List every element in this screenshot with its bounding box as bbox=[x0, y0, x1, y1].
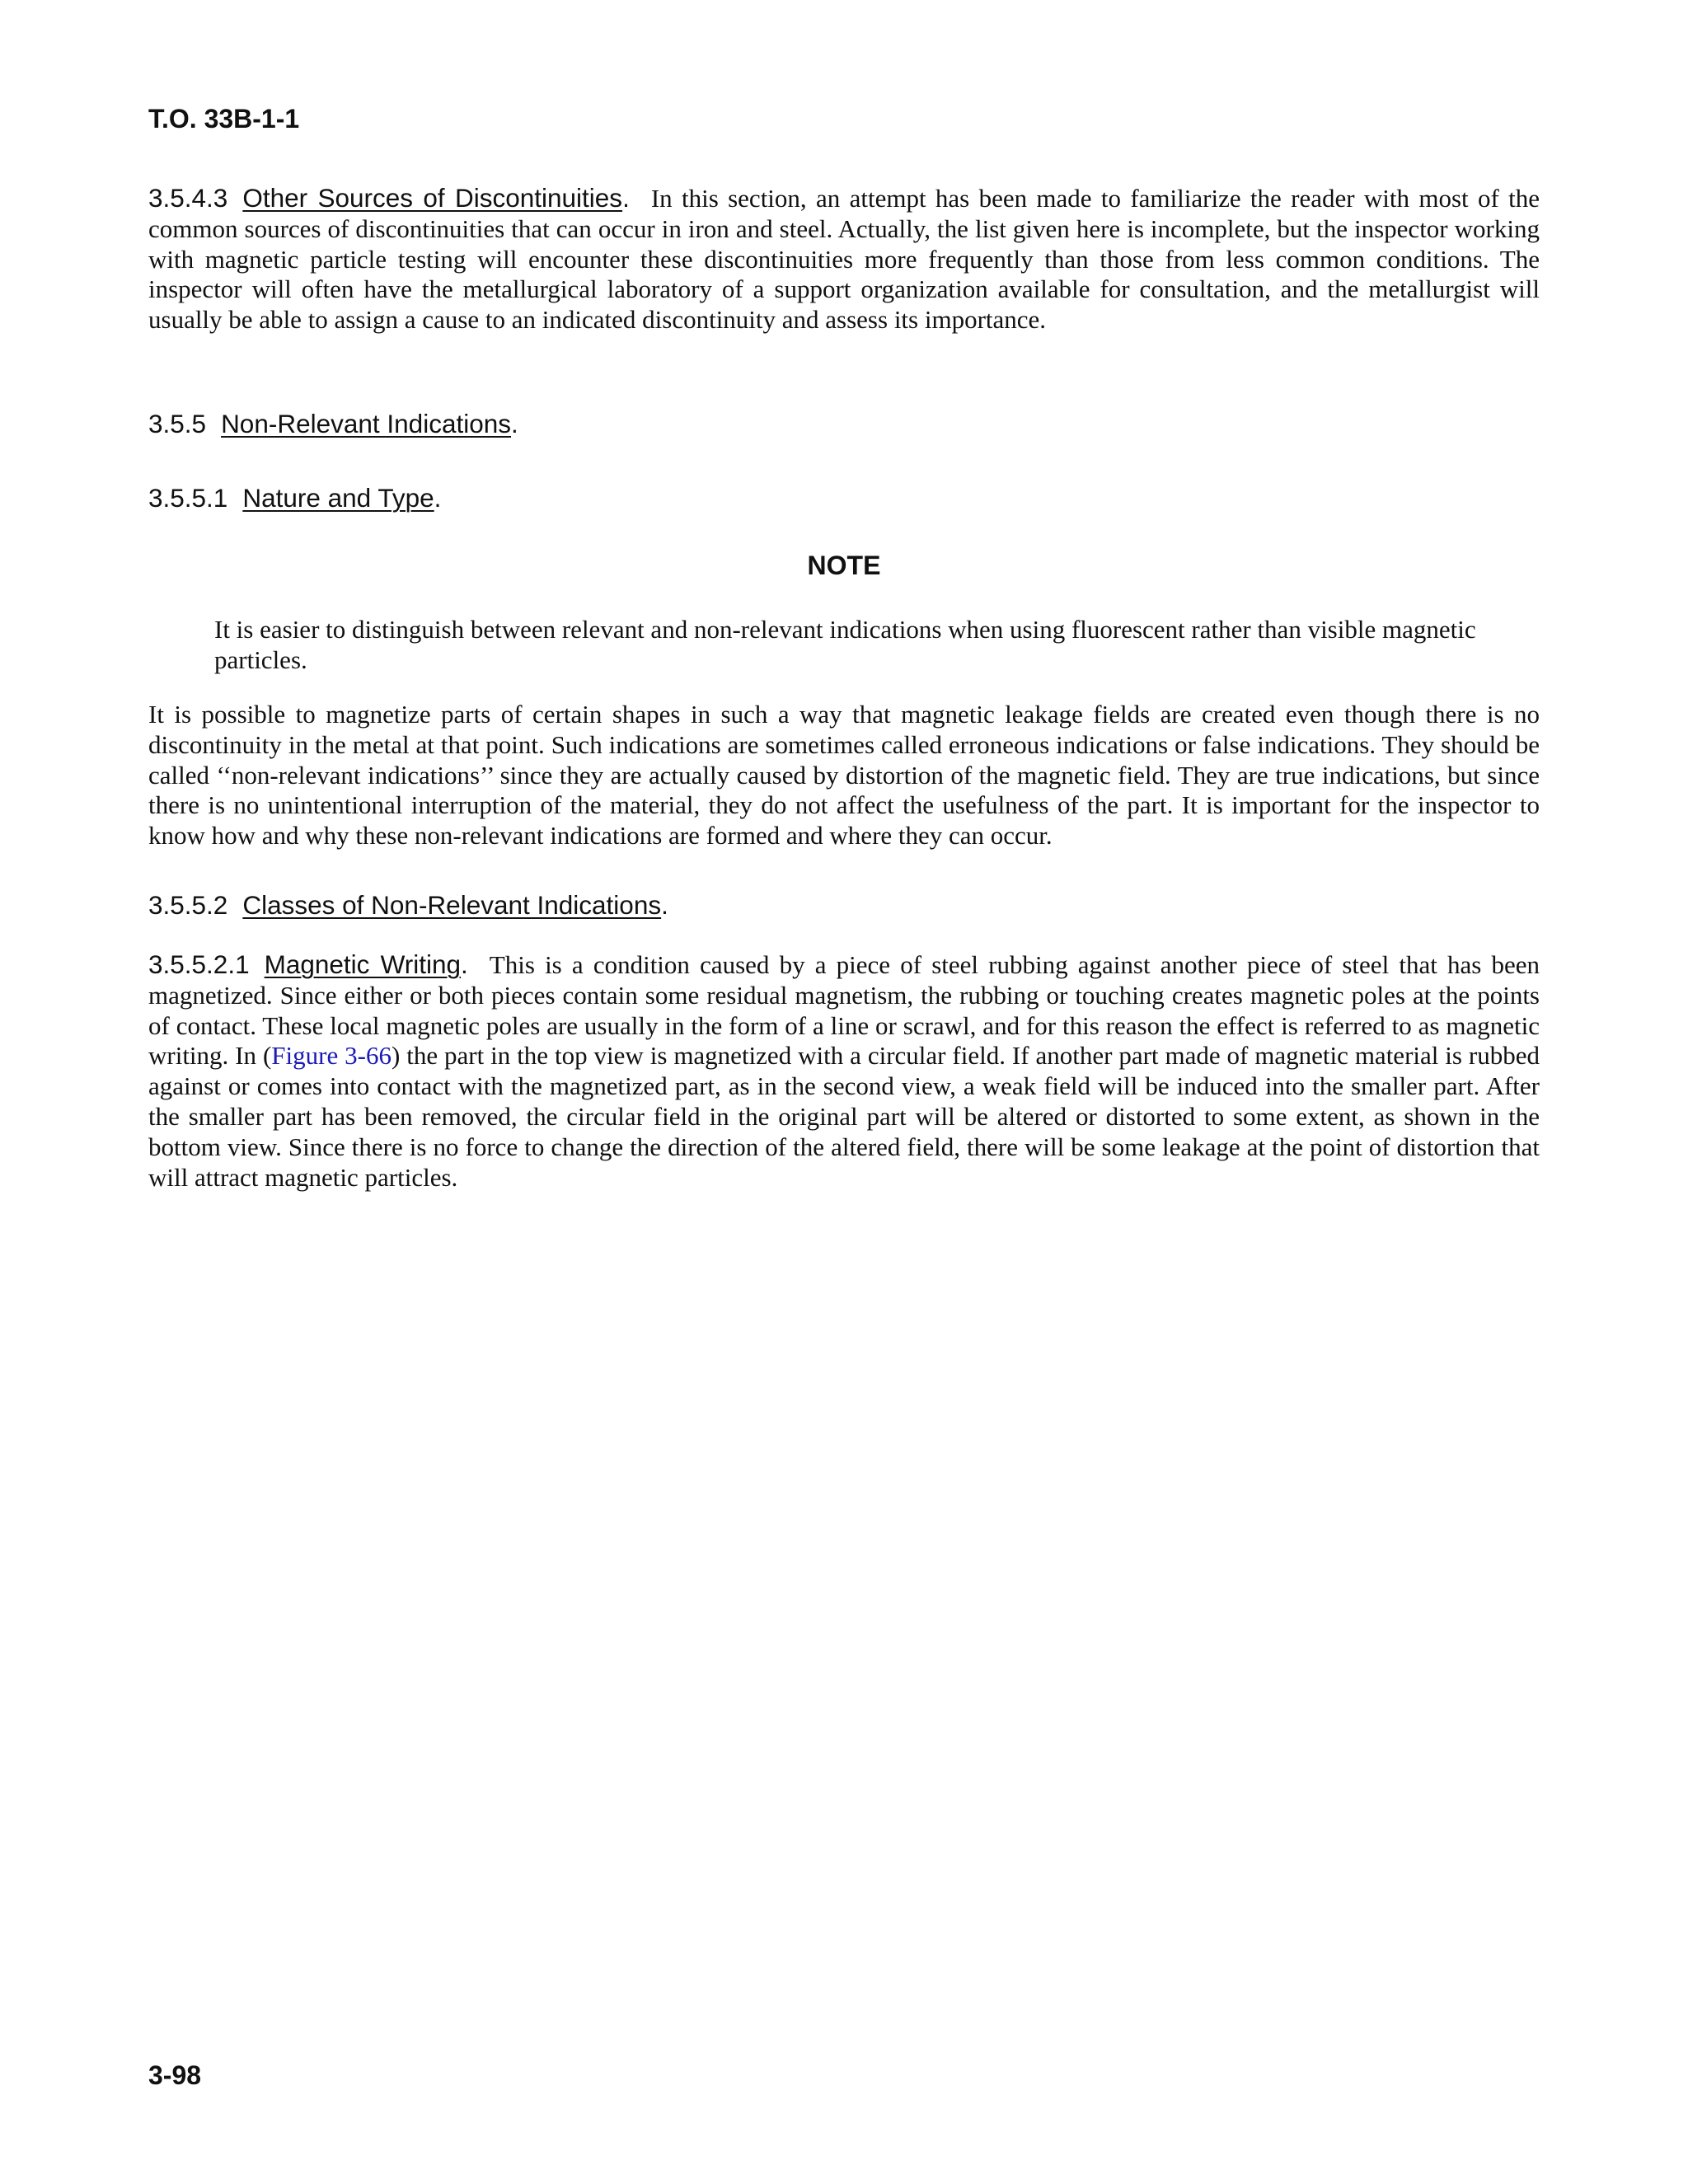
section-body-part-2: ) the part in the top view is magnetized with a circular field. If another part made of magnetic material is rubbed against or comes into contact with the magnetized part, as in the second view, a weak field will be induced into the smaller part. After the smaller part has been removed, the circular field in the original part will be altered or distorted to some extent, as shown in the bottom view. Since there is no force to change the direction of the altered field, there will be some leakage at the point of distortion that will attract magnetic particles. bbox=[148, 1041, 1540, 1192]
section-number: 3.5.5.1 bbox=[148, 483, 228, 513]
section-3-5-5-heading: 3.5.5 Non-Relevant Indications. bbox=[148, 409, 518, 438]
section-3-5-5-1-heading: 3.5.5.1 Nature and Type. bbox=[148, 483, 442, 513]
note-text: It is easier to distinguish between relevant and non-relevant indications when using fluorescent rather than visible magnetic particles. bbox=[214, 615, 1476, 674]
section-number: 3.5.5.2.1 bbox=[148, 949, 250, 979]
section-3-5-4-3-paragraph: 3.5.4.3 Other Sources of Discontinuities. In this section, an attempt has been made to familiarize the reader with most of the common sources of discontinuities that can occur in iron and steel. Actually, the list given here is incomplete, but the inspector working with magnetic particle testing will encounter these discontinuities more frequently than those from less common conditions. The inspector will often have the metallurgical laboratory of a support organization available for consultation, and the metallurgist will usually be able to assign a cause to an indicated discontinuity and assess its importance. bbox=[148, 183, 1540, 335]
section-number: 3.5.5.2 bbox=[148, 890, 228, 920]
section-title: Nature and Type bbox=[242, 483, 434, 513]
section-3-5-4-3 bbox=[148, 183, 1540, 335]
document-number-header: T.O. 33B-1-1 bbox=[148, 104, 300, 134]
section-title: Magnetic Writing bbox=[264, 949, 462, 979]
note-heading: NOTE bbox=[807, 551, 881, 580]
section-title: Classes of Non-Relevant Indications bbox=[242, 890, 662, 920]
section-3-5-5-2-1 bbox=[148, 949, 1540, 1193]
section-number: 3.5.5 bbox=[148, 409, 207, 438]
figure-3-66-link[interactable]: Figure 3-66 bbox=[271, 1041, 392, 1071]
section-body-part-1: This is a condition caused by a piece of steel rubbing against another piece of steel that has been magnetized. Since either or both pieces contain some residual magnetism, the rubbing or touching creates magnetic poles at the points of contact. These local magnetic poles are usually in the form of a line or scrawl, and for this reason the effect is referred to as magnetic writing. In ( bbox=[148, 950, 1540, 1071]
non-relevant-paragraph-block bbox=[148, 700, 1540, 851]
section-title: Other Sources of Discontinuities bbox=[242, 183, 623, 213]
section-3-5-5-2-1-paragraph: 3.5.5.2.1 Magnetic Writing. This is a condition caused by a piece of steel rubbing against another piece of steel that has been magnetized. Since either or both pieces contain some residual magnetism, the rubbing or touching creates magnetic poles at the points of contact. These local magnetic poles are usually in the form of a line or scrawl, and for this reason the effect is referred to as magnetic writing. In (Figure 3-66) the part in the top view is magnetized with a circular field. If another part made of magnetic material is rubbed against or comes into contact with the magnetized part, as in the second view, a weak field will be induced into the smaller part. After the smaller part has been removed, the circular field in the original part will be altered or distorted to some extent, as shown in the bottom view. Since there is no force to change the direction of the altered field, there will be some leakage at the point of distortion that will attract magnetic particles. bbox=[148, 949, 1540, 1192]
section-body: In this section, an attempt has been made to familiarize the reader with most of the common sources of discontinuities that can occur in iron and steel. Actually, the list given here is incomplete, but the inspector working with magnetic particle testing will encounter these discontinuities more frequently than those from less common conditions. The inspector will often have the metallurgical laboratory of a support organization available for consultation, and the metallurgist will usually be able to assign a cause to an indicated discontinuity and assess its importance. bbox=[148, 184, 1540, 335]
non-relevant-paragraph: It is possible to magnetize parts of certain shapes in such a way that magnetic leakage fields are created even though there is no discontinuity in the metal at that point. Such indications are sometimes called erroneous indications or false indications. They should be called ‘‘non-relevant indications’’ since they are actually caused by distortion of the magnetic field. They are true indications, but since there is no unintentional interruption of the material, they do not affect the usefulness of the part. It is important for the inspector to know how and why these non-relevant indications are formed and where they can occur. bbox=[148, 700, 1540, 851]
section-title: Non-Relevant Indications bbox=[221, 409, 512, 438]
section-3-5-5-2-heading: 3.5.5.2 Classes of Non-Relevant Indications. bbox=[148, 890, 668, 920]
page-number-footer: 3-98 bbox=[148, 2060, 202, 2090]
section-number: 3.5.4.3 bbox=[148, 183, 228, 213]
